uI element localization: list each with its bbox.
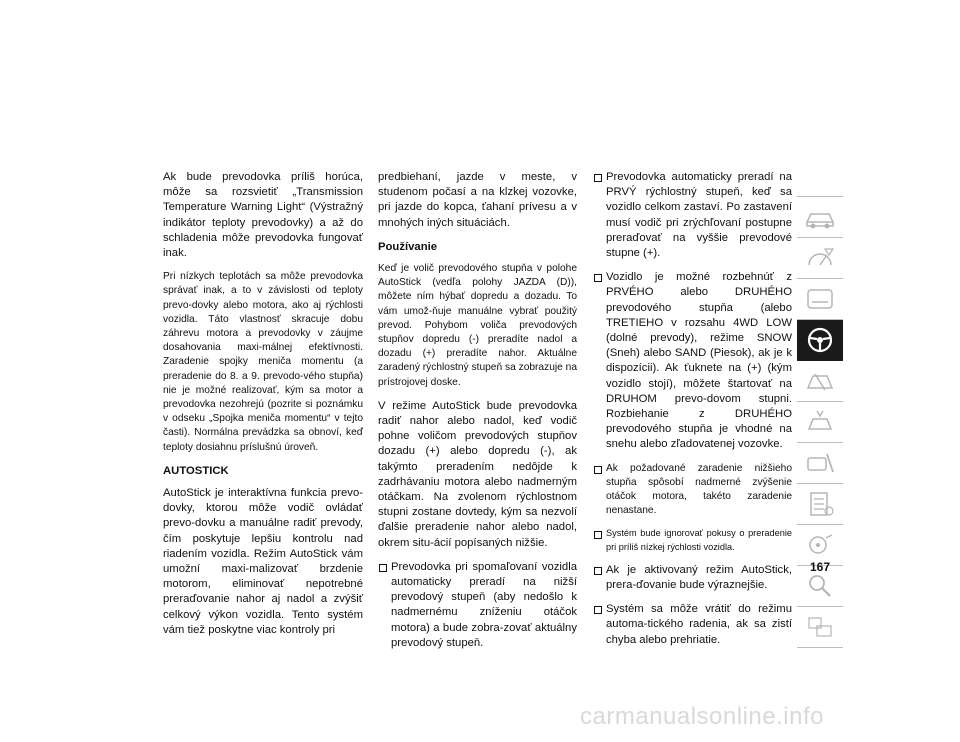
section-heading: AUTOSTICK [163,464,229,477]
page-number: 167 [809,560,830,574]
tab-specifications[interactable] [797,484,843,525]
column-right [593,170,792,657]
tab-language[interactable] [797,607,843,648]
safety-icon [803,366,837,396]
paragraph: predbiehaní, jazde v meste, v studenom počasí a na klzkej vozovke, pri jazde do kopca, ťahaní prívesu a v mnohých iných situáciách. [378,171,577,229]
tab-driving[interactable] [797,279,843,320]
list-item: Prevodovka automaticky preradí na PRVÝ rýchlostný stupeň, keď sa vozidlo celkom zastaví. Po zastavení musí vodič pri zrýchľovaní postupne preraďovať na vyššie prevodové stupne (+). [593,170,792,261]
service-maintenance-icon [803,448,837,478]
emergency-icon [803,407,837,437]
list-item: Ak požadované zaradenie nižšieho stupňa spôsobí nadmerné zvýšenie otáčok motora, takéto zaradenie nenastane. [593,462,792,519]
column-left [163,170,363,647]
tab-car-overview[interactable] [797,196,843,238]
paragraph: Keď je volič prevodového stupňa v polohe AutoStick (vedľa polohy JAZDA (D)), môžete ním hýbať dopredu a dozadu. To vám umož-ňuje manuálne vybrať použitý prevod. Pohybom voliča prevodových stupňov dopredu (-) preradíte nadol a dozadu (+) preradíte nahor. Aktuálne zaradený rýchlostný stupeň sa zobrazuje na prístrojovej doske. [378,263,577,388]
car-overview-icon [803,202,837,232]
steering-wheel-icon [803,325,837,355]
tab-service[interactable] [797,443,843,484]
paragraph: AutoStick je interaktívna funkcia prevo-dovky, ktorou môže vodič ovládať prevo-dovku a manuálne radiť prevody, čím poskytuje lepšiu kontrolu nad riadením vozidla. Režim AutoStick vám umožní maxi-malizovať brzdenie motorom, eliminovať nepotrebné preraďovanie nahor aj nadol a zvýšiť celkový výkon vozidla. Tento systém vám tiež poskytne viac kontroly pri [163,487,363,636]
multimedia-icon [803,530,837,560]
bullet-list [378,560,577,651]
list-item: Vozidlo je možné rozbehnúť z PRVÉHO alebo DRUHÉHO prevodového stupňa (alebo TRETIEHO v rozsahu 4WD LOW (dolné prevody), režime SNOW (Sneh) alebo SAND (Piesok), ak je k dispozícii). Ak ťuknete na (+) (kým vozidlo stojí), môžete štartovať na DRUHOM prevo-dovom stupni. Rozbiehanie z DRUHÉHO prevodového stupňa je vhodné na snehu alebo zľadovatenej vozovke. [593,270,792,452]
tab-safety[interactable] [797,361,843,402]
chapter-tabs [797,196,843,648]
car-side-icon [803,284,837,314]
list-item: Systém sa môže vrátiť do režimu automa-tického radenia, ak sa zistí chyba alebo prehriatie. [593,602,792,648]
bullet-list [593,170,792,648]
column-middle [378,170,577,660]
list-item: Prevodovka pri spomaľovaní vozidla automaticky preradí na nižší prevodový stupeň (aby nedošlo k nadmernému zníženiu otáčok motora) a bude zobra-zovať aktuálny prevodový stupeň. [378,560,577,651]
list-item: Systém bude ignorovať pokusy o preradenie pri príliš nízkej rýchlosti vozidla. [593,527,792,553]
paragraph: V režime AutoStick bude prevodovka radiť nahor alebo nadol, keď vodič pohne voličom prevodových stupňov dozadu (+) alebo dopredu (-), ak takýmto preradením nedôjde k zadrhávaniu motora alebo nadmerným otáčkam. Na zvolenom rýchlostnom stupni zostane dovtedy, kým sa nezvolí ďalšie preradenie nahor alebo nadol, okrem situ-ácií popísaných nižšie. [378,399,577,549]
subsection-heading: Používanie [378,240,438,253]
dashboard-warning-icon [803,243,837,273]
language-icon [803,612,837,642]
tab-starting-operating[interactable] [797,320,843,361]
tab-emergency[interactable] [797,402,843,443]
list-item: Ak je aktivovaný režim AutoStick, prera-ďovanie bude výraznejšie. [593,563,792,593]
paragraph: Pri nízkych teplotách sa môže prevodovka správať inak, a to v závislosti od teploty prevo-dovky alebo motora, ako aj rýchlosti vozidla. Táto vlastnosť skracuje dobu záhrevu motora a prevodovky v záujme dosahovania maxi-málnej efektívnosti. Zaradenie spojky meniča momentu (a preradenie do 8. a 9. prevodo-vého stupňa) nie je možné realizovať, kým sa motor a prevodovka nezohrejú (pozrite si poznámku v odseku „Spojka meniča momentu“ v tejto časti). Normálna prevádzka sa obnoví, keď teploty dosiahnu príslušnú úroveň. [163,271,363,453]
specifications-icon [803,489,837,519]
paragraph: Ak bude prevodovka príliš horúca, môže sa rozsvietiť „Transmission Temperature Warning Light“ (Výstražný indikátor teploty prevodovky) a až do schladenia môže prevodovka fungovať inak. [163,171,363,260]
search-icon [803,571,837,601]
watermark: carmanualsonline.info [580,703,824,730]
tab-dashboard[interactable] [797,238,843,279]
